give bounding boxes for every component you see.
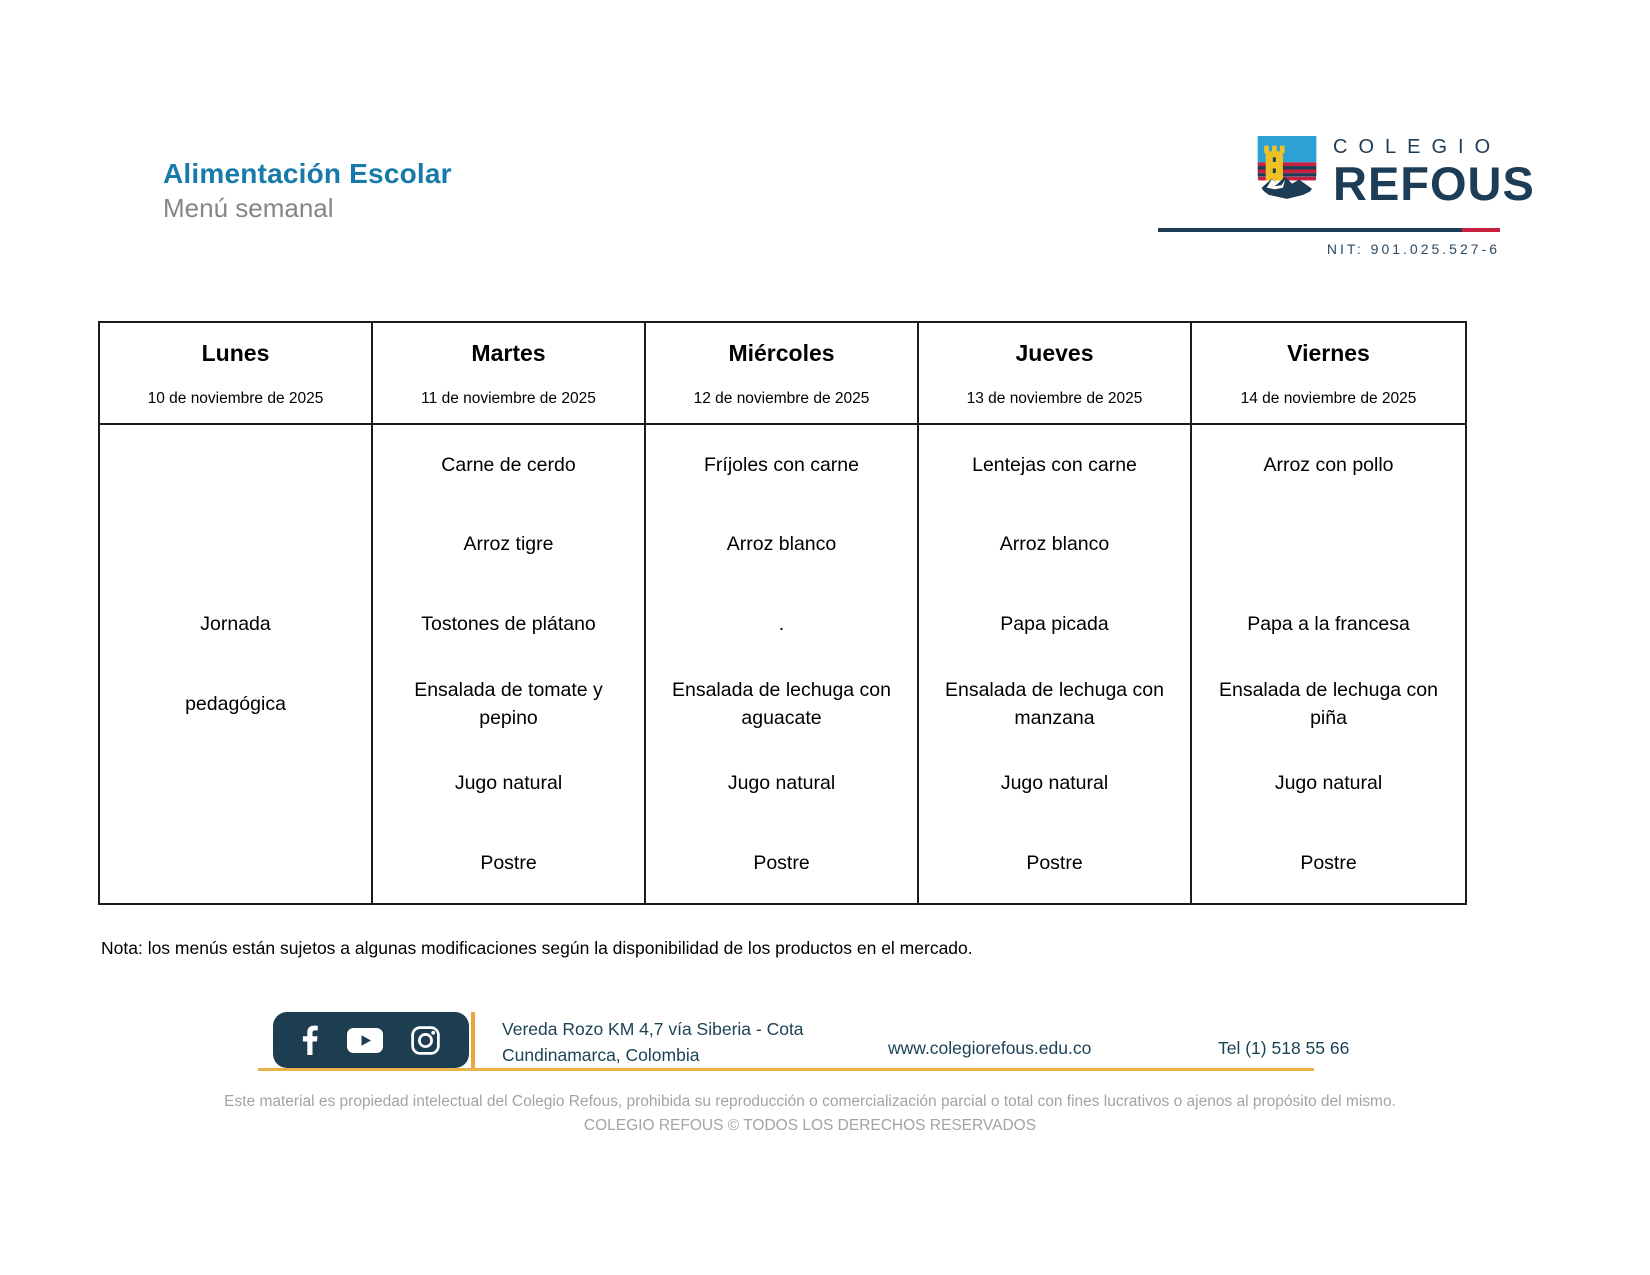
menu-item: Jugo natural: [1000, 772, 1109, 795]
day-label: Miércoles: [728, 340, 835, 366]
day-label: Lunes: [201, 340, 270, 366]
logo-nit: NIT: 901.025.527-6: [1326, 241, 1500, 257]
day-date: 14 de noviembre de 2025: [1240, 390, 1417, 407]
menu-item: [100, 505, 371, 585]
menu-item: Lentejas con carne: [972, 453, 1137, 476]
menu-item: .: [778, 613, 785, 636]
day-column-viernes: [1192, 323, 1465, 903]
day-label: Martes: [471, 340, 546, 366]
menu-item: pedagógica: [185, 692, 286, 715]
menu-item: Jugo natural: [727, 772, 836, 795]
menu-item: Ensalada de lechuga con piña: [1218, 678, 1438, 729]
menu-item: [100, 425, 371, 505]
menu-item: Postre: [753, 852, 810, 875]
menu-item: Papa a la francesa: [1247, 613, 1410, 636]
day-column-lunes: [100, 323, 373, 903]
logo-divider-red-tail: [1462, 228, 1500, 232]
logo-refous-text: REFOUS: [1333, 157, 1535, 210]
menu-item: [100, 744, 371, 824]
logo-divider: [1158, 228, 1500, 232]
menu-item: Arroz tigre: [463, 533, 554, 556]
weekly-menu-table: [98, 321, 1467, 905]
menu-item: Ensalada de lechuga con manzana: [944, 678, 1164, 729]
day-menu: [100, 425, 371, 903]
day-label: Viernes: [1287, 340, 1370, 366]
page-subtitle: Menú semanal: [163, 193, 334, 223]
menu-item: Ensalada de lechuga con aguacate: [671, 678, 891, 729]
day-menu: [373, 425, 644, 903]
day-date: 12 de noviembre de 2025: [693, 390, 870, 407]
facebook-icon[interactable]: [302, 1025, 318, 1055]
day-date: 11 de noviembre de 2025: [421, 390, 596, 407]
address-line-1: Vereda Rozo KM 4,7 vía Siberia - Cota: [502, 1019, 804, 1039]
menu-item: Jugo natural: [454, 772, 563, 795]
instagram-icon[interactable]: [411, 1026, 440, 1055]
menu-item: [100, 823, 371, 903]
address-line-2: Cundinamarca, Colombia: [502, 1045, 700, 1066]
day-header: [646, 323, 917, 425]
day-menu: [646, 425, 917, 903]
menu-item: Jornada: [200, 613, 271, 636]
footer-horizontal-rule: [258, 1068, 1314, 1071]
day-header: [373, 323, 644, 425]
menu-item: Papa picada: [1000, 613, 1109, 636]
youtube-icon[interactable]: [347, 1028, 383, 1053]
copyright-block: [165, 1090, 1455, 1138]
menu-item: Postre: [1300, 852, 1357, 875]
copyright-line-2: COLEGIO REFOUS © TODOS LOS DERECHOS RESERVADOS: [583, 1117, 1037, 1135]
page-title: Alimentación Escolar: [163, 158, 452, 189]
menu-item: Ensalada de tomate y pepino: [414, 678, 603, 729]
day-date: 13 de noviembre de 2025: [966, 390, 1143, 407]
menu-item: Arroz blanco: [726, 533, 837, 556]
menu-item: Postre: [1026, 852, 1083, 875]
day-date: 10 de noviembre de 2025: [147, 390, 324, 407]
school-crest-icon: [1256, 135, 1318, 206]
day-header: [100, 323, 371, 425]
menu-item: Arroz con pollo: [1263, 453, 1394, 476]
menu-item: Tostones de plátano: [421, 613, 596, 636]
note-text: Nota: los menús están sujetos a algunas modificaciones según la disponibilidad de los productos en el mercado.: [101, 938, 973, 958]
day-label: Jueves: [1015, 340, 1094, 366]
phone-number: Tel (1) 518 55 66: [1218, 1038, 1350, 1058]
day-header: [919, 323, 1190, 425]
menu-item: Arroz blanco: [999, 533, 1110, 556]
social-links-bar: [273, 1012, 469, 1068]
day-header: [1192, 323, 1465, 425]
menu-item: Fríjoles con carne: [704, 453, 859, 476]
footer-vertical-divider: [471, 1012, 475, 1068]
logo-colegio-text: COLEGIO: [1333, 136, 1502, 158]
day-column-jueves: [919, 323, 1192, 903]
brand-block: [163, 158, 452, 224]
day-menu: [919, 425, 1190, 903]
menu-item: Jugo natural: [1274, 772, 1383, 795]
day-column-miercoles: [646, 323, 919, 903]
menu-item: Postre: [480, 852, 537, 875]
copyright-line-1: Este material es propiedad intelectual del Colegio Refous, prohibida su reproducción o comercialización parcial o total con fines lucrativos o ajenos al propósito del mismo.: [224, 1093, 1396, 1110]
menu-item: [1192, 505, 1465, 585]
address-block: [502, 1016, 804, 1069]
day-menu: [1192, 425, 1465, 903]
day-column-martes: [373, 323, 646, 903]
school-logo: [1333, 136, 1535, 208]
website-link[interactable]: www.colegiorefous.edu.co: [888, 1038, 1092, 1058]
menu-item: Carne de cerdo: [441, 453, 576, 476]
